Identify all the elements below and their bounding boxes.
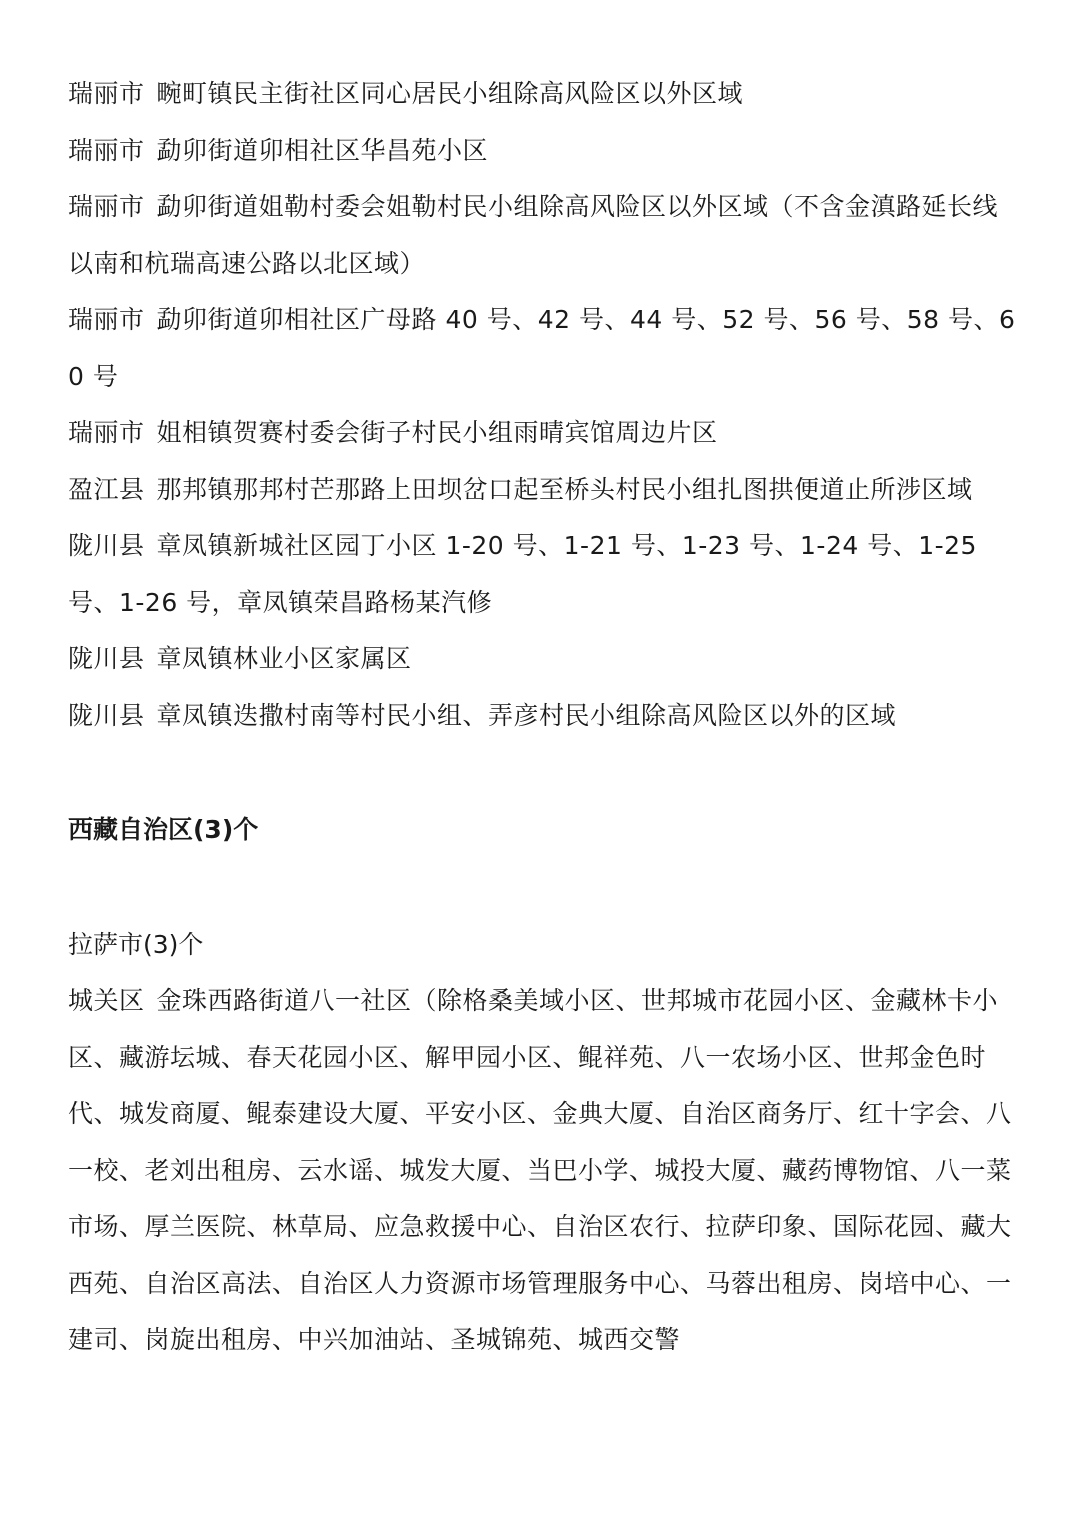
province-heading: 西藏自治区(3)个	[68, 815, 259, 844]
document-page	[68, 66, 1018, 1369]
risk-area-entry	[68, 405, 1018, 462]
risk-area-entry	[68, 631, 1018, 688]
district-name: 盈江县	[68, 474, 145, 504]
district-name: 陇川县	[68, 531, 145, 560]
risk-area-entry	[68, 66, 1018, 123]
risk-area-entry	[68, 973, 1018, 1369]
risk-area-entry	[68, 179, 1018, 292]
area-description: 姐相镇贺赛村委会街子村民小组雨晴宾馆周边片区	[156, 418, 718, 447]
district-name: 瑞丽市	[68, 135, 145, 165]
area-description: 章凤镇新城社区园丁小区 1-20 号、1-21 号、1-23 号、1-24 号、1-25 号、1-26 号，章凤镇荣昌路杨某汽修	[68, 531, 977, 617]
district-name: 瑞丽市	[68, 192, 145, 221]
risk-area-entry	[68, 123, 1018, 180]
area-description: 勐卯街道卯相社区广母路 40 号、42 号、44 号、52 号、56 号、58 号、60 号	[68, 305, 1016, 391]
district-name: 瑞丽市	[68, 79, 145, 108]
risk-area-entry	[68, 688, 1018, 745]
area-description: 金珠西路街道八一社区（除格桑美域小区、世邦城市花园小区、金藏林卡小区、藏游坛城、春天花园小区、解甲园小区、鲲祥苑、八一农场小区、世邦金色时代、城发商厦、鲲泰建设大厦、平安小区、金典大厦、自治区商务厅、红十字会、八一校、老刘出租房、云水谣、城发大厦、当巴小学、城投大厦、藏药博物馆、八一菜市场、厚兰医院、林草局、应急救援中心、自治区农行、拉萨印象、国际花园、藏大西苑、自治区高法、自治区人力资源市场管理服务中心、马蓉出租房、岗培中心、一建司、岗旋出租房、中兴加油站、圣城锦苑、城西交警	[68, 986, 1012, 1354]
area-description: 那邦镇那邦村芒那路上田坝岔口起至桥头村民小组扎图拱便道止所涉区域	[156, 474, 973, 504]
district-name: 城关区	[68, 986, 145, 1015]
area-description: 章凤镇迭撒村南等村民小组、弄彦村民小组除高风险区以外的区域	[156, 700, 897, 730]
area-description: 畹町镇民主街社区同心居民小组除高风险区以外区域	[156, 79, 744, 108]
district-name: 瑞丽市	[68, 305, 145, 334]
area-description: 勐卯街道卯相社区华昌苑小区	[156, 135, 489, 165]
district-name: 陇川县	[68, 644, 145, 673]
city-heading: 拉萨市(3)个	[68, 929, 204, 959]
area-description: 勐卯街道姐勒村委会姐勒村民小组除高风险区以外区域（不含金滇路延长线以南和杭瑞高速公路以北区域）	[68, 192, 999, 278]
risk-area-entry	[68, 518, 1018, 631]
risk-area-entry	[68, 292, 1018, 405]
area-description: 章凤镇林业小区家属区	[156, 644, 412, 673]
district-name: 陇川县	[68, 700, 145, 730]
risk-area-entry	[68, 462, 1018, 519]
district-name: 瑞丽市	[68, 418, 145, 447]
